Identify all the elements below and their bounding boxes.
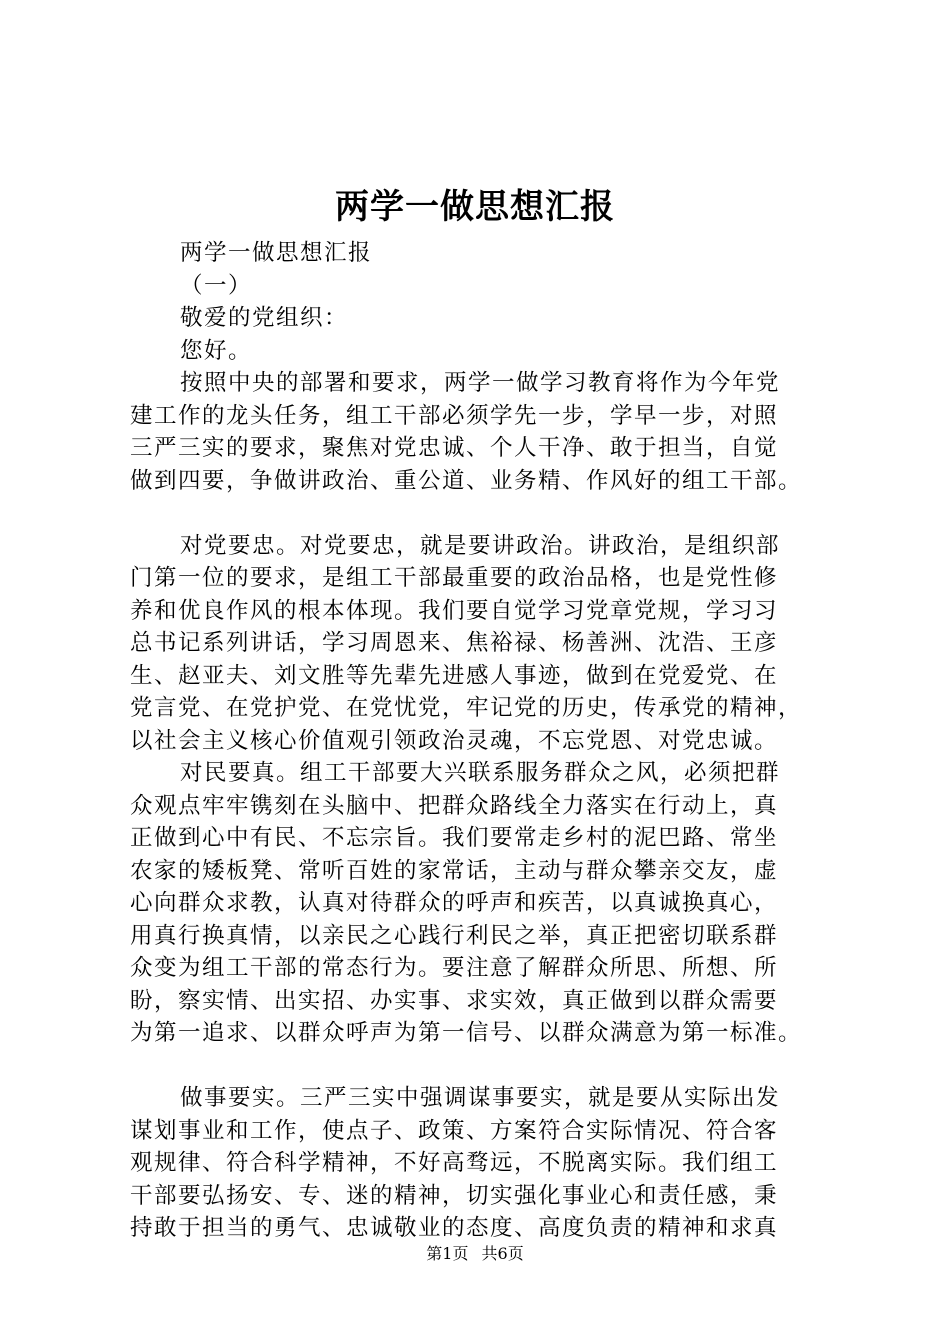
text-line: 持敢于担当的勇气、忠诚敬业的态度、高度负责的精神和求真 [130, 1215, 779, 1241]
text-line: 您好。 [180, 337, 253, 364]
text-line: 生、赵亚夫、刘文胜等先辈先进感人事迹，做到在党爱党、在 [130, 662, 779, 689]
text-line: 做事要实。三严三实中强调谋事要实，就是要从实际出发 [180, 1085, 781, 1111]
text-line: 农家的矮板凳、常听百姓的家常话，主动与群众攀亲交友，虚 [130, 857, 779, 884]
text-line: 观规律、符合科学精神，不好高骛远，不脱离实际。我们组工 [130, 1150, 779, 1176]
text-line: 盼，察实情、出实招、办实事、求实效，真正做到以群众需要 [130, 987, 779, 1014]
text-line: 门第一位的要求，是组工干部最重要的政治品格，也是党性修 [130, 565, 779, 591]
page-number: 第1页 [426, 1244, 469, 1263]
text-line: 正做到心中有民、不忘宗旨。我们要常走乡村的泥巴路、常坐 [130, 825, 779, 851]
text-line: 谋划事业和工作，使点子、政策、方案符合实际情况、符合客 [130, 1117, 779, 1144]
text-line: 众变为组工干部的常态行为。要注意了解群众所思、所想、所 [130, 955, 779, 981]
text-line: 为第一追求、以群众呼声为第一信号、以群众满意为第一标准。 [130, 1020, 803, 1046]
text-line: 三严三实的要求，聚焦对党忠诚、个人干净、敢于担当，自觉 [130, 435, 779, 461]
blank-line [130, 497, 830, 530]
text-line: 做到四要，争做讲政治、重公道、业务精、作风好的组工干部。 [130, 467, 803, 494]
blank-line [130, 1050, 830, 1083]
text-line: 两学一做思想汇报 [180, 240, 373, 266]
text-line: 心向群众求教，认真对待群众的呼声和疾苦，以真诚换真心， [130, 890, 779, 916]
text-line: 建工作的龙头任务，组工干部必须学先一步，学早一步，对照 [130, 402, 779, 429]
text-line: 以社会主义核心价值观引领政治灵魂，不忘党恩、对党忠诚。 [130, 727, 779, 754]
text-line: 众观点牢牢镌刻在头脑中、把群众路线全力落实在行动上，真 [130, 792, 779, 819]
text-line: （一） [180, 272, 253, 299]
text-line: 党言党、在党护党、在党忧党，牢记党的历史，传承党的精神， [130, 695, 803, 721]
document-title: 两学一做思想汇报 [335, 187, 615, 227]
text-line: 按照中央的部署和要求，两学一做学习教育将作为今年党 [180, 370, 781, 396]
text-line: 用真行换真情，以亲民之心践行利民之举，真正把密切联系群 [130, 922, 779, 949]
text-line: 干部要弘扬安、专、迷的精神，切实强化事业心和责任感，秉 [130, 1182, 779, 1209]
document-body [130, 237, 830, 1245]
text-line: 对民要真。组工干部要大兴联系服务群众之风，必须把群 [180, 760, 781, 786]
page-footer [0, 1243, 950, 1265]
text-line: 敬爱的党组织： [180, 305, 349, 331]
text-line: 对党要忠。对党要忠，就是要讲政治。讲政治，是组织部 [180, 532, 781, 559]
text-line: 总书记系列讲话，学习周恩来、焦裕禄、杨善洲、沈浩、王彦 [130, 630, 779, 656]
page-total: 共6页 [481, 1244, 524, 1263]
text-line: 养和优良作风的根本体现。我们要自觉学习党章党规，学习习 [130, 597, 779, 624]
